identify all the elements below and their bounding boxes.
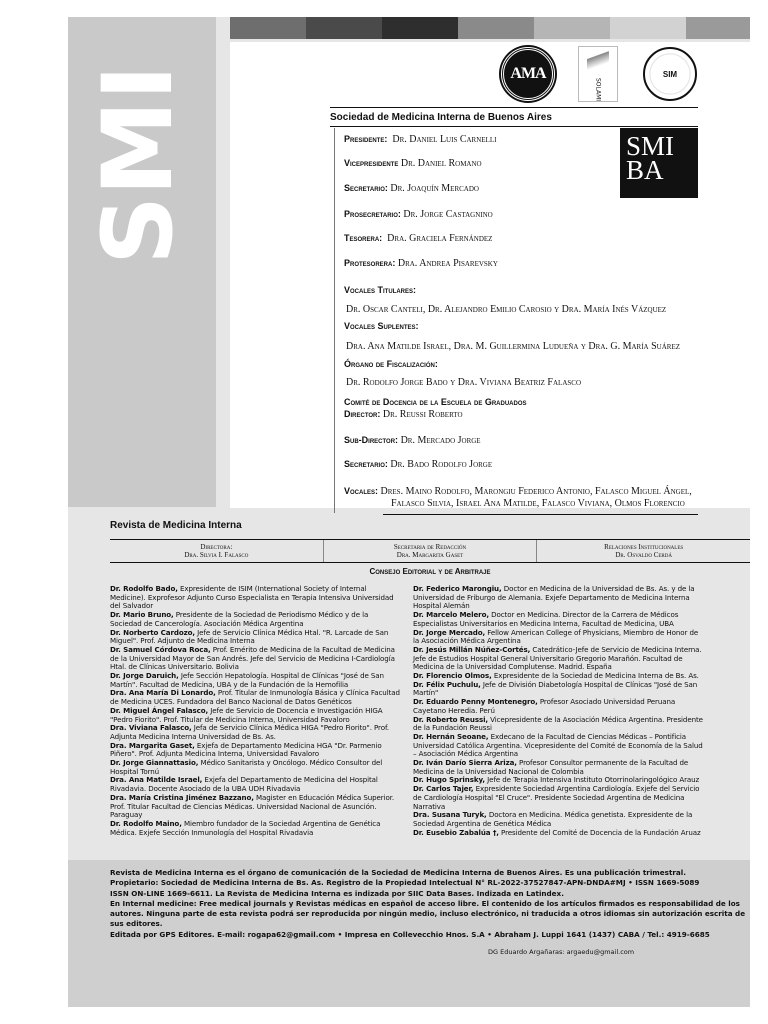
- member-name: Dr. Jorge Castagnino: [403, 209, 493, 220]
- member-bio: Médico Sanitarista y Oncólogo. Médico Consultor del Hospital Tornú: [110, 758, 383, 776]
- member-name: Dr. Mario Bruno,: [110, 610, 174, 620]
- vocales-titulares: Dr. Oscar Canteli, Dr. Alejandro Emilio Carosio y Dra. María Inés Vázquez: [346, 304, 667, 315]
- color-bar-segment: [306, 17, 382, 39]
- board-member-entry: [413, 716, 703, 733]
- vocales-row-cont: Falasco Silvia, Israel Ana Matilde, Falasco Viviana, Olmos Florencio: [391, 498, 685, 509]
- design-credit: DG Eduardo Argañaras: argaedu@gmail.com: [488, 948, 635, 956]
- member-bio: Jefe de Terapia Intensiva Instituto Otorrinolaringológico Arauz: [485, 775, 700, 785]
- vocales-titulares-label: Vocales Titulares:: [344, 285, 416, 295]
- consejo-left-column: [110, 585, 400, 837]
- color-bar-segment: [534, 17, 610, 39]
- footer-line: Propietario: Sociedad de Medicina Interna de Bs. As. Registro de la Propiedad Intelectual N° RL-2022-37527847-APN-DNDA#MJ • ISSN 1669-5089: [110, 878, 700, 888]
- head-directora: Directora: Dra. Silvia I. Falasco: [110, 540, 324, 562]
- member-bio: Catedrático-Jefe de Servicio de Medicina Interna. Jefe de Estudios Hospital General Universitario Gregorio Marañón. Facultad de Medicina de la Universidad Complutense. Madrid. España: [413, 644, 702, 672]
- color-bar: [230, 17, 750, 39]
- member-name: Dr. Daniel Luis Carnelli: [392, 134, 497, 145]
- member-name: Dr. Rodolfo Maino,: [110, 818, 182, 828]
- member-name: Dr. Eusebio Zabalúa †,: [413, 827, 499, 837]
- member-name: Dra. Andrea Pisarevsky: [397, 258, 498, 269]
- member-bio: Profesor Asociado Universidad Peruana Cayetano Heredia. Perú: [413, 697, 676, 715]
- board-member-entry: [413, 585, 703, 611]
- member-bio: Miembro fundador de la Sociedad Argentina de Genética Médica. Exjefe Sección Inmunología del Hospital Rivadavia: [110, 818, 381, 837]
- footer-line: Revista de Medicina Interna es el órgano de comunicación de la Sociedad de Medicina Interna de Buenos Aires. Es una publicación trimestral.: [110, 868, 686, 877]
- editorial-heads: [110, 539, 750, 563]
- board-member-entry: [413, 733, 703, 759]
- board-member-entry: [110, 820, 400, 837]
- member-bio: Jefe de Servicio Clínica Médica Htal. "R. Larcade de San Miguel". Prof. Adjunto de Medicina Interna: [110, 627, 389, 646]
- role-label: Prosecretario:: [344, 209, 401, 219]
- board-member-entry: [110, 611, 400, 628]
- member-bio: Profesor Consultor permanente de la Facultad de Medicina de la Universidad Nacional de Colombia: [413, 758, 689, 776]
- role-label: Protesorera:: [344, 258, 396, 268]
- board-row-secretary: [344, 183, 479, 194]
- sim-seal-logo: [642, 46, 698, 102]
- board-member-entry: [413, 681, 703, 698]
- board-member-entry: [413, 759, 703, 776]
- society-title: Sociedad de Medicina Interna de Buenos Aires: [330, 112, 552, 123]
- member-bio: Expresidente de la Sociedad de Medicina Interna de Bs. As.: [491, 671, 699, 681]
- member-bio: Prof. Emérito de Medicina de la Facultad de Medicina de la Universidad Mayor de San Andrés. Jefe del Servicio de Medicina I-Cardiología Htal. de Clínicas Universitario. Bolivia: [110, 644, 395, 672]
- member-bio: Exjefa de Departamento Medicina HGA "Dr. Parmenio Piñero". Prof. Adjunta Medicina Interna, Universidad Favaloro: [110, 740, 382, 759]
- consejo-right-column: [413, 585, 703, 837]
- role-label: Vocales:: [344, 486, 379, 496]
- member-name: Dra. Margarita Gaset,: [110, 740, 195, 750]
- solami-logo: [578, 46, 618, 102]
- member-name: Dr. Hernán Seoane,: [413, 731, 489, 741]
- member-name: Dr. Hugo Sprinsky,: [413, 775, 486, 785]
- board-member-entry: [413, 611, 703, 628]
- board-row-vicepresident: [344, 158, 482, 169]
- board-member-entry: [110, 707, 400, 724]
- consejo-heading: Consejo Editorial y de Arbitraje: [369, 567, 491, 576]
- member-bio: Doctor en Medicina de la Universidad de Bs. As. y de la Universidad de Friburgo de Alemania. Exjefe Departamento de Medicina Interna Hospital Alemán: [413, 584, 695, 611]
- color-bar-segment: [382, 17, 458, 39]
- member-name: Dr. Iván Darío Sierra Ariza,: [413, 758, 517, 768]
- board-member-entry: [413, 785, 703, 811]
- member-name: Dr. Joaquín Mercado: [390, 183, 479, 194]
- vocales-suplentes: Dra. Ana Matilde Israel, Dra. M. Guillermina Ludueña y Dra. G. María Suárez: [346, 341, 680, 352]
- member-bio: Exjefa del Departamento de Medicina del Hospital Rivadavia. Docente Asociado de la UBA UDH Rivadavia: [110, 775, 378, 794]
- member-name: Dr. Félix Puchulu,: [413, 679, 481, 689]
- divider: [330, 107, 698, 108]
- solami-logo-text: SOLAMI: [594, 77, 602, 101]
- member-bio: Prof. Titular de Inmunología Básica y Clínica Facultad de Medicina UCES. Fundadora del Banco Nacional de Datos Genéticos: [110, 688, 400, 707]
- divider: [383, 514, 698, 515]
- role-label: Presidente:: [344, 134, 388, 144]
- role-label: Secretario:: [344, 183, 388, 193]
- footer-line: ISSN ON-LINE 1669-6611. La Revista de Medicina Interna es indizada por SIIC Data Bases. Indizada en Latindex.: [110, 888, 564, 898]
- smiba-line-2: BA: [626, 155, 664, 185]
- member-bio: Expresidente de ISIM (International Society of Internal Medicine). Exprofesor Adjunto Curso Especialista en Terapia Intensiva Universidad del Salvador: [110, 584, 394, 611]
- member-bio: Presidente de la Sociedad de Periodismo Médico y de la Sociedad de Cancerología. Asociación Médica Argentina: [110, 610, 369, 628]
- smiba-logo: [620, 128, 698, 198]
- comite-label: Comité de Docencia de la Escuela de Graduados: [344, 397, 527, 407]
- board-member-entry: [110, 794, 400, 820]
- divider: [330, 126, 698, 127]
- role-label: Sub-Director:: [344, 435, 399, 445]
- member-bio: Jefe de Servicio de Docencia e Investigación HIGA "Pedro Fiorito". Prof. Titular de Medicina Interna, Universidad Favaloro: [110, 705, 383, 724]
- member-name: Dra. Susana Turyk,: [413, 810, 487, 820]
- vocales-suplentes-label: Vocales Suplentes:: [344, 321, 419, 331]
- member-bio: Fellow American College of Physicians, Miembro de Honor de la Asociación Médica Argentina: [413, 627, 699, 646]
- board-row-treasurer: [344, 233, 492, 244]
- member-bio: Vicepresidente de la Asociación Médica Argentina. Presidente de la Fundación Reussi: [413, 714, 703, 733]
- board-member-entry: [110, 776, 400, 793]
- color-bar-segment: [458, 17, 534, 39]
- footer-text: [110, 868, 750, 940]
- revista-title: Revista de Medicina Interna: [110, 520, 242, 531]
- color-bar-segment: [230, 17, 306, 39]
- vocales-row: [344, 486, 692, 497]
- member-name: Dr. Reussi Roberto: [382, 409, 463, 420]
- member-name: Dr. Miguel Ángel Falasco,: [110, 705, 209, 715]
- sim-seal-text: SIM: [643, 47, 697, 101]
- board-rule: [334, 128, 335, 513]
- director-row: [344, 409, 463, 420]
- board-member-entry: [413, 629, 703, 646]
- member-names: Dres. Maino Rodolfo, Marongiu Federico Antonio, Falasco Miguel Ángel,: [380, 486, 692, 497]
- member-name: Dra. Graciela Fernández: [387, 233, 493, 244]
- member-name: Dra. Ana María Di Lonardo,: [110, 688, 216, 698]
- footer-line: Editada por GPS Editores. E-mail: rogapa62@gmail.com • Impresa en Collevecchio Hnos. S.A • Abraham J. Luppi 1641 (1437) CABA / Tel.: 4919-6685: [110, 929, 710, 939]
- member-name: Dr. Rodolfo Bado,: [110, 584, 178, 593]
- role-label: Vicepresidente: [344, 158, 399, 168]
- secretario-row: [344, 459, 492, 470]
- ama-logo-mark: AMA: [501, 47, 555, 101]
- member-bio: Presidente del Comité de Docencia de la Fundación Aruaz: [498, 827, 701, 837]
- member-name: Dr. Eduardo Penny Montenegro,: [413, 697, 538, 707]
- board-member-entry: [413, 811, 703, 828]
- member-bio: Exdecano de la Facultad de Ciencias Médicas – Pontificia Universidad Católica Argentina. Vicepresidente del Comité de Economía de la Salud – Asociación Médica Argentina: [413, 731, 703, 759]
- board-member-entry: [110, 646, 400, 672]
- ama-logo: [498, 46, 558, 102]
- member-name: Dr. Jorge Daruich,: [110, 671, 179, 681]
- color-bar-segment: [610, 17, 686, 39]
- role-label: Tesorera:: [344, 233, 383, 243]
- member-name: Dr. Mercado Jorge: [400, 435, 481, 446]
- head-secretaria: Secretaria de Redacción Dra. Margarita Gaset: [324, 540, 538, 562]
- map-icon: [587, 47, 609, 78]
- board-member-entry: [413, 698, 703, 715]
- member-name: Dra. Ana Matilde Israel,: [110, 775, 203, 785]
- member-name: Dr. Bado Rodolfo Jorge: [390, 459, 493, 470]
- member-bio: Jefa de Servicio Clínica Médica HIGA "Pedro Fiorito". Prof. Adjunta Medicina Interna Universidad de Bs. As.: [110, 723, 389, 741]
- fiscalizacion: Dr. Rodolfo Jorge Bado y Dra. Viviana Beatriz Falasco: [346, 377, 581, 388]
- member-bio: Doctora en Medicina. Médica genetista. Expresidente de la Sociedad Argentina de Genética Médica: [413, 810, 693, 828]
- board-member-entry: [110, 724, 400, 741]
- member-name: Dr. Norberto Cardozo,: [110, 627, 196, 637]
- member-name: Dr. Jesús Millán Núñez-Cortés,: [413, 644, 531, 654]
- board-member-entry: [413, 829, 703, 838]
- board-member-entry: [110, 629, 400, 646]
- footer-line: En Internal medicine: Free medical journals y Revistas médicas en español de acceso libre. El contenido de los artículos firmados es responsabilidad de los autores. Ninguna parte de esta revista podrá ser reproducida por ningún medio, incluso electrónico, ni traducida a otros idiomas sin autorización escrita de sus editores.: [110, 898, 746, 929]
- member-name: Dr. Jorge Mercado,: [413, 627, 486, 637]
- board-member-entry: [110, 689, 400, 706]
- member-bio: Magister en Educación Médica Superior. Prof. Titular Facultad de Ciencias Médicas. Universidad Nacional de Asunción. Paraguay: [110, 792, 395, 820]
- member-name: Dr. Daniel Romano: [400, 158, 482, 169]
- color-bar-segment: [686, 17, 750, 39]
- member-bio: Jefe Sección Hepatología. Hospital de Clínicas "José de San Martín". Facultad de Medicina, UBA y de la Fundación de la Hemofilia: [110, 671, 384, 689]
- member-name: Dr. Federico Marongiu,: [413, 584, 502, 593]
- board-member-entry: [413, 646, 703, 672]
- member-name: Dra. Viviana Falasco,: [110, 723, 192, 733]
- fiscalizacion-label: Órgano de Fiscalización:: [344, 359, 438, 369]
- board-member-entry: [110, 585, 400, 611]
- board-member-entry: [110, 742, 400, 759]
- board-row-protreasurer: [344, 258, 498, 269]
- member-bio: Doctor en Medicina. Director de la Carrera de Médicos Especialistas Universitarios en Medicina Interna, Facultad de Medicina, UBA: [413, 610, 679, 628]
- board-row-prosecretary: [344, 209, 493, 220]
- member-name: Dr. Samuel Córdova Roca,: [110, 644, 211, 654]
- member-bio: Expresidente Sociedad Argentina Cardiología. Exjefe del Servicio de Cardiología Hospital "El Cruce". Presidente Sociedad Argentina de Medicina Narrativa: [413, 784, 700, 811]
- member-name: Dr. Florencio Olmos,: [413, 671, 492, 681]
- board-row-president: [344, 134, 496, 145]
- role-label: Director:: [344, 409, 381, 419]
- smiba-line-1: SMI: [626, 131, 675, 161]
- member-name: Dra. María Cristina Jiménez Bazzano,: [110, 792, 254, 802]
- role-label: Secretario:: [344, 459, 388, 469]
- member-name: Dr. Jorge Giannattasio,: [110, 758, 199, 768]
- head-relaciones: Relaciones Institucionales Dr. Osvaldo Cerdá: [604, 543, 684, 559]
- member-bio: Jefe de División Diabetología Hospital de Clínicas "José de San Martín": [413, 679, 698, 698]
- smi-vertical-logo: SMI: [82, 64, 194, 265]
- member-name: Dr. Carlos Tajer,: [413, 784, 474, 794]
- subdirector-row: [344, 435, 481, 446]
- board-member-entry: [110, 759, 400, 776]
- member-name: Dr. Marcelo Melero,: [413, 610, 489, 620]
- member-name: Dr. Roberto Reussi,: [413, 714, 488, 724]
- board-member-entry: [110, 672, 400, 689]
